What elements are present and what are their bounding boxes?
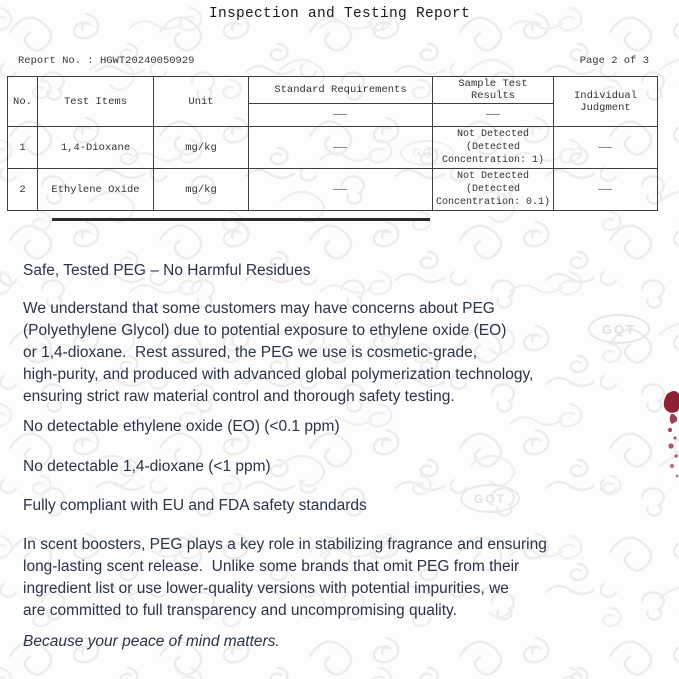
paragraph-line: or 1,4-dioxane. Rest assured, the PEG we use is cosmetic-grade,	[23, 344, 478, 361]
cell-sample-result	[433, 127, 554, 169]
divider-line	[52, 218, 430, 221]
cell-unit: mg/kg	[154, 169, 249, 211]
result-line: Not Detected	[456, 129, 529, 140]
cell-no: 1	[8, 127, 38, 169]
cell-test-item: Ethylene Oxide	[38, 169, 154, 211]
body-text	[23, 253, 653, 653]
closing-tagline: Because your peace of mind matters.	[23, 633, 280, 650]
report-number-label: Report No. :	[18, 55, 94, 67]
test-results-table	[7, 76, 658, 211]
col-header-sample-test-results: Sample Test Results	[433, 77, 554, 104]
paragraph-line: long-lasting scent release. Unlike some brands that omit PEG from their	[23, 558, 520, 575]
paragraph-line: ingredient list or use lower-quality versions with potential impurities, we	[23, 580, 509, 597]
paragraph-line: In scent boosters, PEG plays a key role in stabilizing fragrance and ensuring	[23, 536, 547, 553]
paragraph-line: are committed to full transparency and uncompromising quality.	[23, 602, 457, 619]
report-number	[18, 55, 194, 67]
claim-ethylene-oxide: No detectable ethylene oxide (EO) (<0.1 ppm)	[23, 418, 340, 435]
cell-judgment	[554, 169, 658, 211]
paragraph-line: (Polyethylene Glycol) due to potential exposure to ethylene oxide (EO)	[23, 322, 507, 339]
gqt-watermark: GQT	[460, 484, 520, 513]
safety-heading: Safe, Tested PEG – No Harmful Residues	[23, 262, 311, 279]
standard-requirements-subcell	[249, 104, 433, 127]
table-row	[8, 127, 658, 169]
gqt-watermark: GQT	[400, 140, 454, 166]
claim-dioxane: No detectable 1,4-dioxane (<1 ppm)	[23, 458, 271, 475]
scent-booster-paragraph	[23, 534, 653, 622]
paragraph-line: We understand that some customers may have concerns about PEG	[23, 300, 495, 317]
cell-standard	[249, 169, 433, 211]
page-title: Inspection and Testing Report	[208, 6, 471, 22]
dash-value: —	[333, 141, 348, 154]
paragraph-line: ensuring strict raw material control and thorough safety testing.	[23, 388, 455, 405]
peg-explanation-paragraph	[23, 298, 653, 408]
cell-judgment	[554, 127, 658, 169]
result-line: (Detected	[465, 142, 520, 153]
report-number-value: HGWT20240050929	[99, 55, 195, 67]
gqt-watermark: GQT	[588, 314, 650, 344]
paragraph-line: high-purity, and produced with advanced global polymerization technology,	[23, 366, 534, 383]
cell-test-item: 1,4-Dioxane	[38, 127, 154, 169]
result-line: Not Detected	[456, 171, 529, 182]
col-header-test-items: Test Items	[38, 77, 154, 127]
dash-value: —	[333, 109, 348, 121]
dash-value: —	[598, 183, 613, 196]
col-header-unit: Unit	[154, 77, 249, 127]
dash-value: —	[333, 183, 348, 196]
sample-test-results-subcell	[433, 104, 554, 127]
cell-standard	[249, 127, 433, 169]
dash-value: —	[598, 141, 613, 154]
claim-compliance: Fully compliant with EU and FDA safety standards	[23, 497, 367, 514]
col-header-individual-judgment: Individual Judgment	[554, 77, 658, 127]
table-row	[8, 169, 658, 211]
col-header-standard-requirements: Standard Requirements	[249, 77, 433, 104]
cell-unit: mg/kg	[154, 127, 249, 169]
result-line: (Detected	[465, 184, 520, 195]
result-line: Concentration: 0.1)	[435, 197, 551, 208]
result-line: Concentration: 1)	[441, 155, 545, 166]
cell-no: 2	[8, 169, 38, 211]
red-brush-ornament	[653, 388, 679, 488]
page-indicator: Page 2 of 3	[579, 55, 649, 67]
col-header-no: No.	[8, 77, 38, 127]
meta-row	[18, 55, 649, 67]
cell-sample-result	[433, 169, 554, 211]
dash-value: —	[486, 109, 500, 121]
